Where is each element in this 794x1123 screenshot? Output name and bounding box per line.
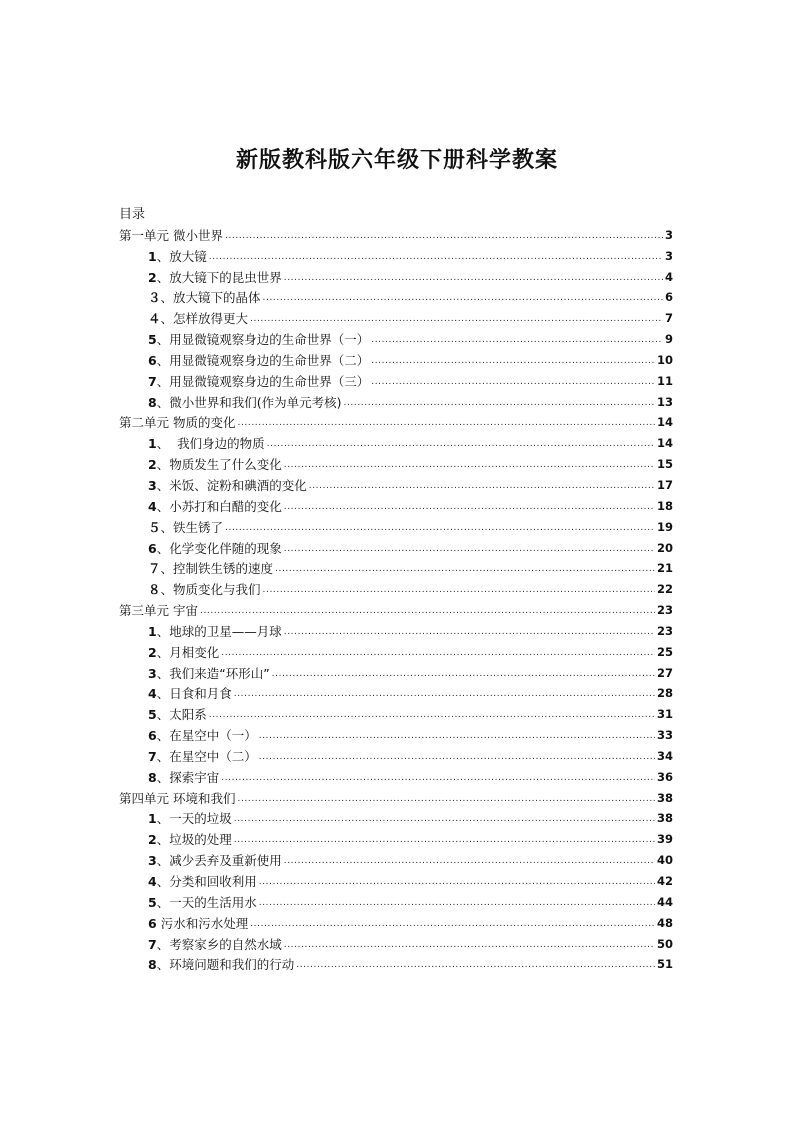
toc-entry-label (148, 353, 369, 368)
toc-entry-number: 5 (148, 707, 157, 723)
toc-entry-number: 7 (148, 936, 157, 952)
toc-lesson-entry[interactable] (119, 389, 673, 410)
toc-dot-leader (275, 563, 655, 576)
toc-entry-label (119, 791, 235, 806)
toc-entry-separator: 、 (156, 894, 170, 910)
toc-entry-separator: 、 (156, 748, 170, 764)
toc-entry-label (148, 582, 261, 597)
toc-entry-label (148, 853, 282, 868)
toc-dot-leader (263, 584, 655, 597)
toc-entry-label (148, 395, 341, 410)
toc-entry-label (148, 270, 282, 285)
toc-entry-title: 分类和回收利用 (169, 874, 257, 889)
toc-entry-number: 3 (148, 477, 157, 493)
toc-entry-separator: 、 (156, 936, 170, 952)
table-of-contents (119, 222, 673, 972)
toc-entry-title: 考察家乡的自然水域 (169, 936, 282, 952)
toc-entry-number: 2 (148, 644, 157, 660)
toc-dot-leader (284, 459, 655, 472)
toc-page-number: 48 (656, 915, 673, 930)
toc-entry-title: 怎样放得更大 (173, 311, 249, 327)
toc-lesson-entry[interactable] (119, 556, 673, 577)
toc-entry-separator: 、 (156, 707, 170, 723)
toc-dot-leader (371, 355, 655, 368)
toc-lesson-entry[interactable] (119, 493, 673, 514)
toc-entry-separator: 、 (156, 811, 170, 827)
toc-dot-leader (284, 501, 655, 514)
toc-entry-separator: 、 (160, 290, 174, 306)
toc-entry-title: 一天的生活用水 (169, 894, 257, 910)
toc-lesson-entry[interactable] (119, 514, 673, 535)
toc-lesson-entry[interactable] (119, 430, 673, 451)
toc-entry-label (148, 895, 257, 910)
toc-entry-number: 1 (148, 811, 157, 827)
toc-entry-separator: 、 (156, 957, 170, 973)
toc-entry-separator: 、 (156, 394, 170, 410)
toc-lesson-entry[interactable] (119, 743, 673, 764)
toc-dot-leader (267, 438, 655, 451)
toc-dot-leader (221, 772, 655, 785)
toc-entry-separator: 、 (156, 832, 170, 848)
toc-entry-title: 第二单元 物质的变化 (119, 415, 236, 431)
toc-entry-number: 4 (148, 874, 157, 889)
toc-entry-separator: 、 (156, 269, 170, 285)
toc-dot-leader (259, 876, 655, 889)
toc-page-number: 6 (664, 290, 673, 305)
toc-dot-leader (234, 813, 655, 826)
toc-entry-label (119, 228, 223, 243)
toc-dot-leader (250, 918, 655, 931)
toc-page-number: 28 (656, 686, 673, 701)
toc-dot-leader (237, 793, 655, 806)
toc-dot-leader (309, 480, 655, 493)
toc-page-number: 23 (656, 603, 673, 618)
toc-dot-leader (284, 626, 655, 639)
toc-page-number: 7 (664, 311, 673, 326)
toc-dot-leader (371, 334, 663, 347)
toc-entry-title: 我们来造“环形山” (169, 665, 270, 681)
toc-lesson-entry[interactable] (119, 681, 673, 702)
toc-entry-separator: 、 (156, 248, 170, 264)
toc-entry-label (148, 937, 282, 952)
toc-entry-separator: 、 (156, 457, 170, 473)
toc-dot-leader (221, 647, 655, 660)
toc-entry-title: 垃圾的处理 (169, 832, 232, 848)
toc-entry-separator: 、 (156, 874, 170, 889)
toc-entry-separator: 、 (156, 665, 170, 681)
toc-lesson-entry[interactable] (119, 889, 673, 910)
toc-entry-title: 物质变化与我们 (173, 582, 261, 598)
toc-entry-separator: 、 (156, 686, 170, 702)
toc-page-number: 22 (656, 582, 673, 597)
toc-dot-leader (371, 376, 655, 389)
toc-entry-number: 2 (148, 457, 157, 473)
toc-entry-number: 5 (148, 894, 157, 910)
toc-lesson-entry[interactable] (119, 576, 673, 597)
toc-entry-separator: 、 (156, 623, 170, 639)
toc-dot-leader (209, 709, 655, 722)
toc-entry-label (148, 957, 294, 972)
toc-entry-number: 4 (148, 498, 157, 514)
toc-entry-label (148, 520, 223, 535)
toc-lesson-entry[interactable] (119, 243, 673, 264)
toc-entry-title: 污水和污水处理 (160, 915, 249, 931)
toc-entry-title: 在星空中（一） (169, 728, 257, 744)
toc-page-number: 14 (656, 415, 673, 430)
toc-entry-title: 一天的垃圾 (169, 811, 232, 827)
toc-entry-label (148, 811, 232, 826)
toc-page-number: 34 (656, 748, 673, 763)
toc-page-number: 21 (656, 561, 673, 576)
toc-page-number: 11 (656, 373, 673, 388)
toc-entry-separator: 、 (160, 582, 174, 598)
toc-entry-separator: 、 (156, 477, 170, 493)
toc-entry-label (148, 541, 282, 556)
toc-entry-separator: 、 (156, 352, 170, 368)
toc-lesson-entry[interactable] (119, 847, 673, 868)
toc-entry-separator: 、 (156, 644, 170, 660)
toc-lesson-entry[interactable] (119, 952, 673, 973)
toc-entry-separator: 、 (160, 561, 174, 577)
toc-entry-number: 7 (148, 373, 157, 389)
toc-entry-number: 8 (148, 769, 157, 785)
toc-page-number: 15 (656, 457, 673, 472)
toc-dot-leader (263, 292, 663, 305)
toc-lesson-entry[interactable] (119, 701, 673, 722)
toc-entry-number: 1 (148, 623, 157, 639)
toc-dot-leader (284, 939, 655, 952)
toc-page-number: 40 (656, 853, 673, 868)
toc-entry-number: 2 (148, 832, 157, 848)
toc-lesson-entry[interactable] (119, 618, 673, 639)
toc-entry-title: 放大镜下的昆虫世界 (169, 269, 282, 285)
toc-lesson-entry[interactable] (119, 305, 673, 326)
toc-page-number: 50 (656, 936, 673, 951)
toc-entry-title: 减少丢弃及重新使用 (169, 853, 282, 869)
toc-page-number: 17 (656, 477, 673, 492)
toc-page-number: 23 (656, 623, 673, 638)
toc-entry-number: 3 (148, 853, 157, 869)
toc-entry-title: 化学变化伴随的现象 (169, 540, 282, 556)
toc-entry-label (148, 478, 307, 493)
toc-entry-title: 物质发生了什么变化 (169, 457, 282, 473)
toc-entry-number: 7 (148, 748, 157, 764)
toc-entry-number: 6 (148, 728, 157, 744)
toc-entry-label (148, 686, 232, 701)
toc-entry-title: 第四单元 环境和我们 (119, 790, 236, 806)
toc-entry-label (148, 770, 219, 785)
toc-page-number: 18 (656, 498, 673, 513)
toc-entry-separator: 、 (156, 436, 178, 452)
toc-entry-number: 8 (148, 394, 157, 410)
toc-entry-number: ８ (148, 582, 161, 598)
toc-dot-leader (234, 834, 655, 847)
toc-entry-title: 探索宇宙 (169, 769, 220, 785)
document-title: 新版教科版六年级下册科学教案 (235, 148, 558, 173)
toc-entry-title: 用显微镜观察身边的生命世界（二） (169, 352, 370, 368)
toc-page-number: 19 (656, 519, 673, 534)
toc-page-number: 44 (656, 894, 673, 909)
toc-entry-number: 1 (148, 436, 157, 452)
toc-entry-number: 5 (148, 332, 157, 348)
toc-entry-number: 4 (148, 686, 157, 702)
toc-entry-label (148, 374, 369, 389)
toc-entry-separator: 、 (156, 728, 170, 744)
toc-lesson-entry[interactable] (119, 764, 673, 785)
toc-dot-leader (259, 751, 655, 764)
toc-dot-leader (209, 251, 663, 264)
toc-entry-label (148, 436, 265, 451)
toc-lesson-entry[interactable] (119, 285, 673, 306)
toc-dot-leader (259, 897, 655, 910)
toc-lesson-entry[interactable] (119, 347, 673, 368)
toc-entry-title: 用显微镜观察身边的生命世界（三） (169, 373, 370, 389)
toc-entry-separator: 、 (156, 332, 170, 348)
toc-entry-label (148, 749, 257, 764)
toc-entry-number: 6 (148, 352, 157, 368)
toc-entry-label (148, 666, 270, 681)
toc-lesson-entry[interactable] (119, 472, 673, 493)
toc-dot-leader (250, 313, 663, 326)
toc-entry-title: 放大镜下的晶体 (173, 290, 261, 306)
toc-entry-number: ４ (148, 311, 161, 327)
toc-page-number: 42 (656, 874, 673, 888)
toc-entry-label (148, 290, 261, 305)
toc-entry-title: 微小世界和我们(作为单元考核) (169, 394, 342, 410)
toc-page-number: 27 (656, 665, 673, 680)
toc-page-number: 9 (664, 332, 673, 347)
toc-entry-number: 6 (148, 915, 157, 931)
toc-entry-label (148, 832, 232, 847)
toc-unit-entry[interactable] (119, 410, 673, 431)
toc-entry-number: ７ (148, 561, 161, 577)
toc-page-number: 38 (656, 790, 673, 805)
toc-dot-leader (284, 855, 655, 868)
toc-dot-leader (237, 417, 655, 430)
toc-page-number: 14 (656, 436, 673, 451)
toc-entry-number: ３ (148, 290, 161, 306)
toc-entry-separator: 、 (156, 540, 170, 556)
toc-unit-entry[interactable] (119, 785, 673, 806)
toc-entry-label (148, 332, 369, 347)
toc-unit-entry[interactable] (119, 222, 673, 243)
toc-page-number: 39 (656, 832, 673, 847)
toc-entry-label (119, 415, 235, 430)
toc-entry-title: 太阳系 (169, 707, 207, 723)
toc-lesson-entry[interactable] (119, 535, 673, 556)
toc-dot-leader (200, 605, 655, 618)
toc-dot-leader (225, 230, 663, 243)
toc-entry-number: 8 (148, 957, 157, 973)
toc-lesson-entry[interactable] (119, 368, 673, 389)
toc-entry-title: 控制铁生锈的速度 (173, 561, 274, 577)
toc-dot-leader (284, 272, 663, 285)
toc-entry-separator: 、 (156, 769, 170, 785)
toc-entry-label (148, 916, 248, 931)
toc-entry-label (148, 624, 282, 639)
toc-entry-separator: 、 (156, 373, 170, 389)
toc-lesson-entry[interactable] (119, 931, 673, 952)
toc-entry-number: 3 (148, 665, 157, 681)
toc-page-number: 20 (656, 540, 673, 555)
toc-dot-leader (343, 397, 655, 410)
toc-lesson-entry[interactable] (119, 722, 673, 743)
toc-entry-title: 米饭、淀粉和碘酒的变化 (169, 477, 307, 493)
toc-dot-leader (296, 959, 655, 972)
toc-unit-entry[interactable] (119, 597, 673, 618)
toc-entry-label (148, 499, 282, 514)
toc-entry-title: 月相变化 (169, 644, 220, 660)
toc-entry-title: 第三单元 宇宙 (119, 603, 198, 619)
toc-entry-label (148, 249, 207, 264)
toc-lesson-entry[interactable] (119, 910, 673, 931)
toc-dot-leader (272, 668, 655, 681)
toc-entry-separator: 、 (156, 853, 170, 869)
toc-entry-label (148, 728, 257, 743)
toc-lesson-entry[interactable] (119, 264, 673, 285)
toc-entry-label (148, 311, 248, 326)
toc-dot-leader (225, 522, 655, 535)
toc-entry-label (148, 707, 207, 722)
toc-dot-leader (234, 688, 655, 701)
toc-page-number: 33 (656, 728, 673, 743)
toc-entry-number: 6 (148, 540, 157, 556)
toc-entry-title: 放大镜 (169, 248, 207, 264)
toc-entry-separator: 、 (156, 498, 170, 514)
toc-page-number: 4 (664, 269, 673, 284)
toc-page-number: 25 (656, 644, 673, 659)
toc-page-number: 10 (656, 352, 673, 367)
toc-entry-label (148, 561, 273, 576)
toc-entry-label (148, 457, 282, 472)
toc-entry-number: 2 (148, 269, 157, 285)
toc-entry-label (148, 645, 219, 660)
toc-entry-title: 我们身边的物质 (177, 436, 265, 452)
toc-lesson-entry[interactable] (119, 639, 673, 660)
toc-entry-label (119, 603, 198, 618)
toc-entry-number: ５ (148, 519, 161, 535)
toc-lesson-entry[interactable] (119, 326, 673, 347)
toc-entry-title: 在星空中（二） (169, 748, 257, 764)
toc-entry-title: 第一单元 微小世界 (119, 227, 223, 243)
toc-entry-title: 日食和月食 (169, 686, 232, 702)
toc-entry-title: 用显微镜观察身边的生命世界（一） (169, 332, 370, 348)
toc-entry-title: 铁生锈了 (173, 519, 224, 535)
toc-page-number: 3 (664, 248, 673, 263)
toc-lesson-entry[interactable] (119, 451, 673, 472)
toc-page-number: 38 (656, 811, 673, 826)
toc-entry-title: 小苏打和白醋的变化 (169, 498, 282, 514)
toc-entry-title: 环境问题和我们的行动 (169, 957, 295, 973)
toc-page-number: 51 (656, 957, 673, 972)
toc-lesson-entry[interactable] (119, 868, 673, 889)
toc-lesson-entry[interactable] (119, 826, 673, 847)
toc-dot-leader (259, 730, 655, 743)
toc-entry-separator: 、 (160, 311, 174, 327)
toc-lesson-entry[interactable] (119, 660, 673, 681)
toc-entry-label (148, 874, 257, 889)
toc-entry-separator: 、 (160, 519, 174, 535)
toc-page-number: 31 (656, 707, 673, 722)
toc-entry-title: 地球的卫星——月球 (169, 623, 282, 639)
toc-lesson-entry[interactable] (119, 806, 673, 827)
toc-page-number: 13 (656, 394, 673, 409)
toc-dot-leader (284, 543, 655, 556)
toc-page-number: 36 (656, 769, 673, 784)
toc-entry-number: 1 (148, 248, 157, 264)
toc-page-number: 3 (664, 227, 673, 242)
toc-heading: 目录 (119, 207, 146, 222)
